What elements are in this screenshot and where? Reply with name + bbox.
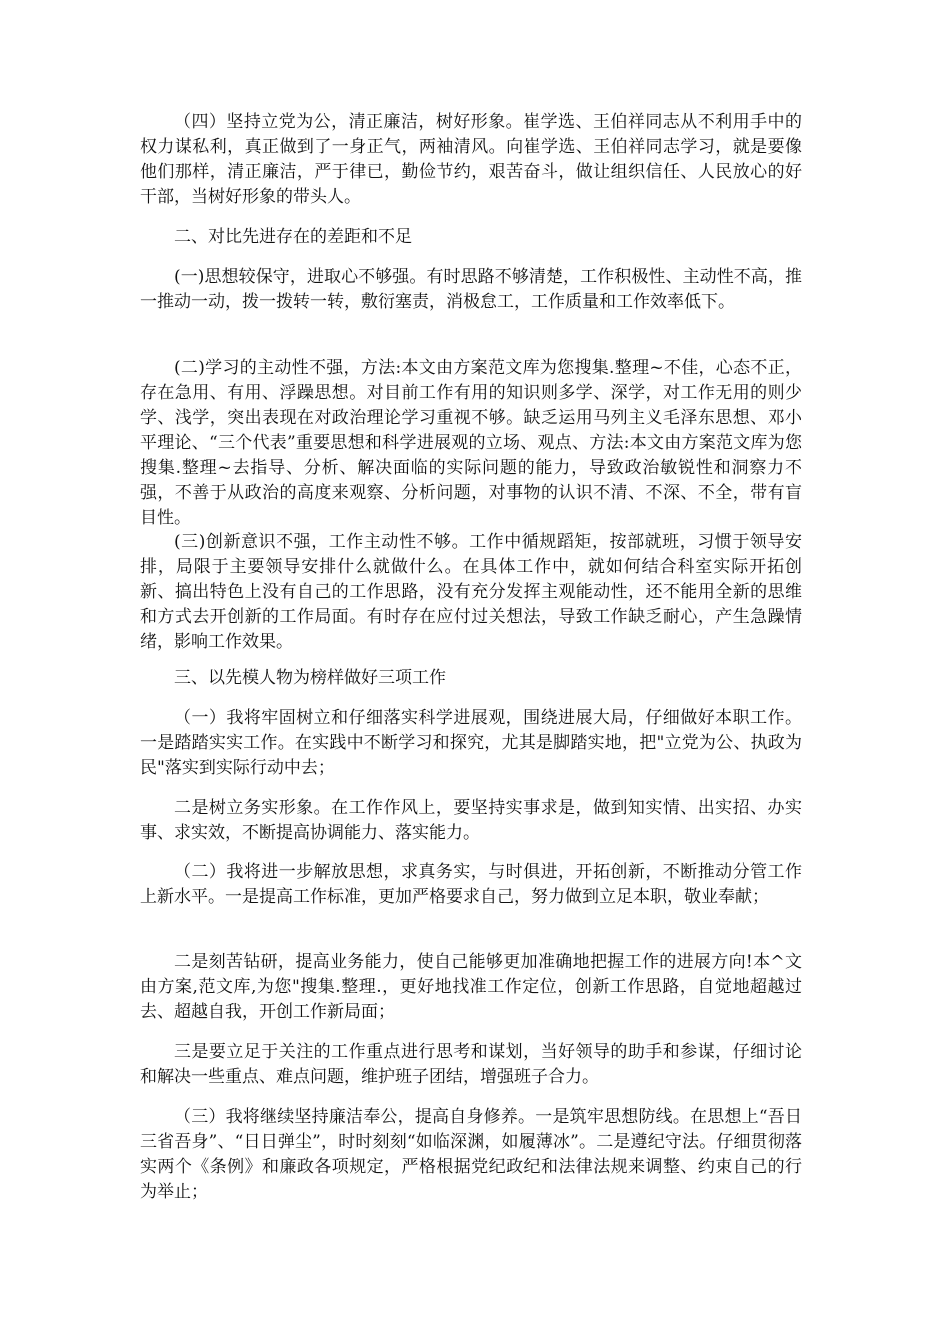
paragraph-focus-work: 三是要立足于关注的工作重点进行思考和谋划，当好领导的助手和参谋，仔细讨论和解决一些重点、难点问题，维护班子团结，增强班子合力。: [140, 1042, 802, 1087]
paragraph-conservative-thinking: (一)思想较保守，进取心不够强。有时思路不够清楚，工作积极性、主动性不高，推一推动一动，拨一拨转一转，敷衍塞责，消极怠工，工作质量和工作效率低下。: [140, 267, 802, 312]
paragraph-two-emancipate: （二）我将进一步解放思想，求真务实，与时俱进，开拓创新，不断推动分管工作上新水平。一是提高工作标准，更加严格要求自己，努力做到立足本职，敬业奉献；: [140, 862, 802, 907]
paragraph-study-initiative: (二)学习的主动性不强，方法:本文由方案范文库为您搜集.整理~不佳，心态不正，存在急用、有用、浮躁思想。对目前工作有用的知识则多学、深学，对工作无用的则少学、浅学，突出表现在对政治理论学习重视不够。缺乏运用马列主义毛泽东思想、邓小平理论、“三个代表”重要思想和科学进展观的立场、观点、方法:本文由方案范文库为您搜集.整理~去指导、分析、解决面临的实际问题的能力，导致政治敏锐性和洞察力不强，不善于从政治的高度来观察、分析问题，对事物的认识不清、不深、不全，带有盲目性。: [140, 358, 802, 528]
paragraph-study-hard: 二是刻苦钻研，提高业务能力，使自己能够更加准确地把握工作的进展方向!本^文由方案,范文库,为您"搜集.整理.，更好地找准工作定位，创新工作思路，自觉地超越过去、超越自我，开创工作新局面；: [140, 952, 802, 1022]
paragraph-one-development: （一）我将牢固树立和仔细落实科学进展观，围绕进展大局，仔细做好本职工作。一是踏踏实实工作。在实践中不断学习和探究，尤其是脚踏实地，把"立党为公、执政为民"落实到实际行动中去；: [140, 708, 802, 778]
heading-role-models: 三、以先模人物为榜样做好三项工作: [174, 668, 446, 688]
paragraph-three-honesty: （三）我将继续坚持廉洁奉公，提高自身修养。一是筑牢思想防线。在思想上“吾日三省吾身”、“日日弹尘”，时时刻刻“如临深渊，如履薄冰”。二是遵纪守法。仔细贯彻落实两个《条例》和廉政各项规定，严格根据党纪政纪和法律法规来调整、约束自己的行为举止；: [140, 1107, 802, 1202]
heading-gaps-and-shortcomings: 二、对比先进存在的差距和不足: [174, 227, 412, 247]
paragraph-innovation: (三)创新意识不强，工作主动性不够。工作中循规蹈矩，按部就班，习惯于领导安排，局限于主要领导安排什么就做什么。在具体工作中，就如何结合科室实际开拓创新、搞出特色上没有自己的工作思路，没有充分发挥主观能动性，还不能用全新的思维和方式去开创新的工作局面。有时存在应付过关想法，导致工作缺乏耐心，产生急躁情绪，影响工作效果。: [140, 532, 802, 652]
paragraph-pragmatic-image: 二是树立务实形象。在工作作风上，要坚持实事求是，做到知实情、出实招、办实事、求实效，不断提高协调能力、落实能力。: [140, 798, 802, 843]
paragraph-four-integrity: （四）坚持立党为公，清正廉洁，树好形象。崔学选、王伯祥同志从不利用手中的权力谋私利，真正做到了一身正气，两袖清风。向崔学选、王伯祥同志学习，就是要像他们那样，清正廉洁，严于律已，勤俭节约，艰苦奋斗，做让组织信任、人民放心的好干部，当树好形象的带头人。: [140, 112, 802, 207]
